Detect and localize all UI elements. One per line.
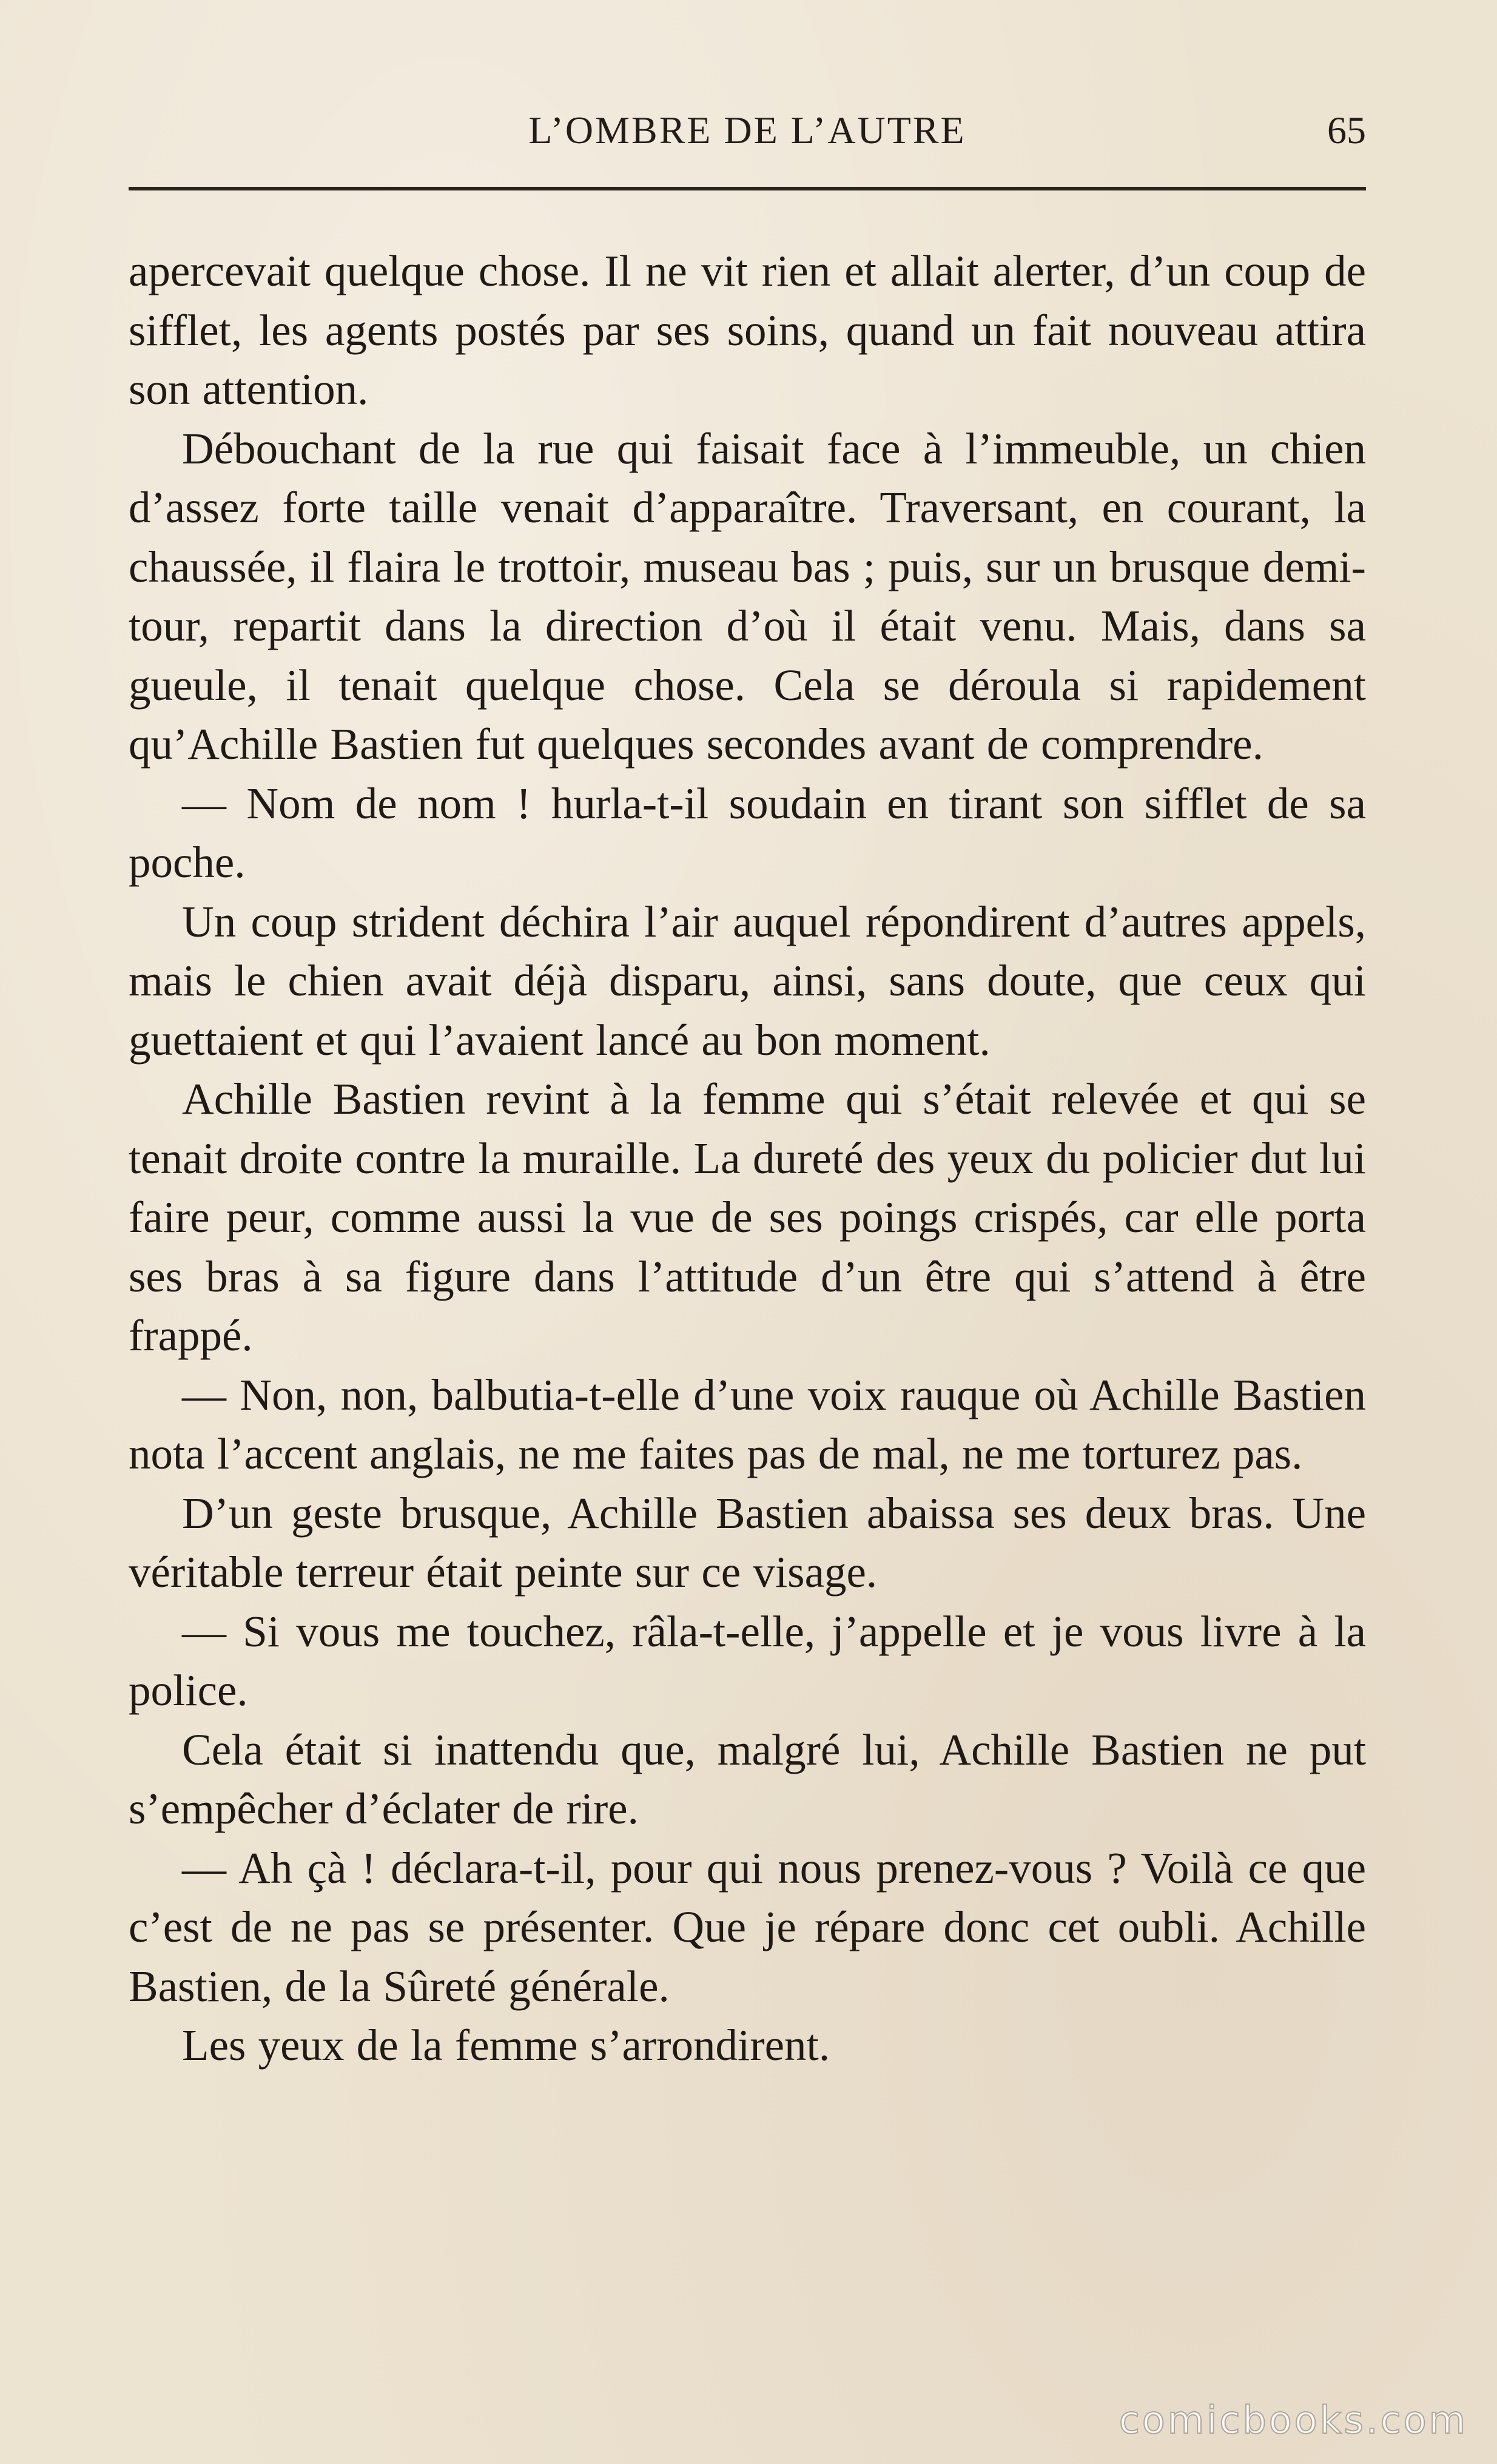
paragraph: — Nom de nom ! hurla-t-il soudain en tirant son sifflet de sa poche. [129, 778, 1366, 887]
page-number: 65 [1327, 109, 1366, 152]
paragraph: Débouchant de la rue qui faisait face à l’immeuble, un chien d’assez forte taille venait d’apparaître. Traversant, en courant, la chaussée, il flaira le trottoir, museau bas ; puis, sur un brusque demi-tour, repartit dans la direction d’où il était venu. Mais, dans sa gueule, il tenait quelque chose. Cela se déroula si rapidement qu’Achille Bastien fut quelques secondes avant de comprendre. [129, 423, 1366, 769]
paragraph: Cela était si inattendu que, malgré lui, Achille Bastien ne put s’empêcher d’éclater de rire. [129, 1725, 1366, 1833]
paragraph: Achille Bastien revint à la femme qui s’était relevée et qui se tenait droite contre la muraille. La dureté des yeux du policier dut lui faire peur, comme aussi la vue de ses poings crispés, car elle porta ses bras à sa figure dans l’attitude d’un être qui s’attend à être frappé. [129, 1074, 1366, 1360]
paragraph: — Ah çà ! déclara-t-il, pour qui nous prenez-vous ? Voilà ce que c’est de ne pas se présenter. Que je répare donc cet oubli. Achille Bastien, de la Sûreté générale. [129, 1843, 1366, 2011]
paragraph: D’un geste brusque, Achille Bastien abaissa ses deux bras. Une véritable terreur était peinte sur ce visage. [129, 1488, 1366, 1597]
paragraph: apercevait quelque chose. Il ne vit rien et allait alerter, d’un coup de sifflet, les agents postés par ses soins, quand un fait nouveau attira son attention. [129, 246, 1366, 414]
paragraph: — Si vous me touchez, râla-t-elle, j’appelle et je vous livre à la police. [129, 1606, 1366, 1715]
body-text [129, 241, 1366, 2075]
paragraph: — Non, non, balbutia-t-elle d’une voix rauque où Achille Bastien nota l’accent anglais, ne me faites pas de mal, ne me torturez pas. [129, 1370, 1366, 1478]
header-rule [129, 187, 1366, 190]
running-title: L’OMBRE DE L’AUTRE [528, 109, 966, 152]
source-watermark: comicbooks.com [1119, 2398, 1468, 2442]
page-header [129, 102, 1366, 157]
paragraph: Un coup strident déchira l’air auquel répondirent d’autres appels, mais le chien avait déjà disparu, ainsi, sans doute, que ceux qui guettaient et qui l’avaient lancé au bon moment. [129, 897, 1366, 1065]
paragraph: Les yeux de la femme s’arrondirent. [182, 2021, 830, 2070]
